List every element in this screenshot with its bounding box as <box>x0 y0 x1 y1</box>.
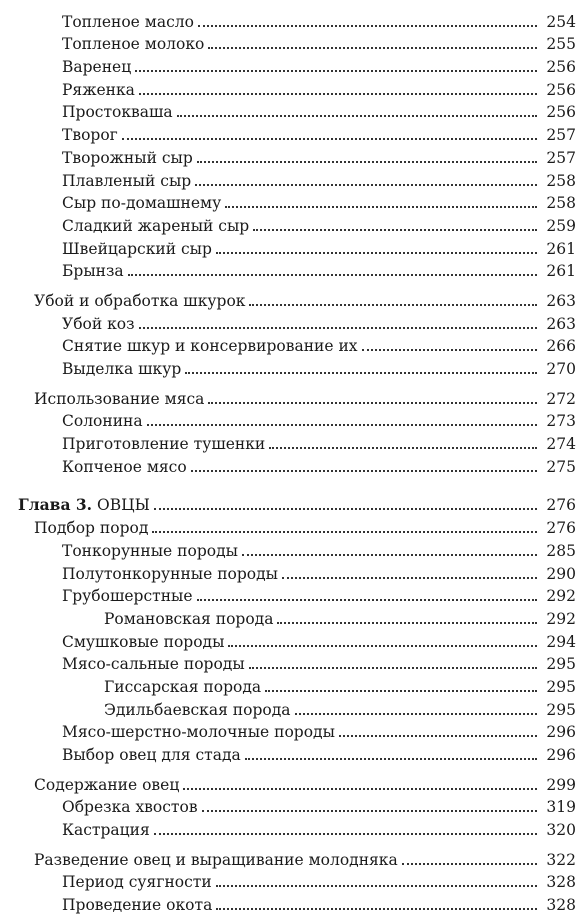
toc-entry-page: 292 <box>546 609 576 628</box>
toc-entry-title: Кастрация <box>62 821 150 840</box>
toc-entry <box>0 408 588 431</box>
toc-entry <box>0 333 588 356</box>
toc-entry <box>0 453 588 476</box>
toc-entry-title: Выбор овец для стада <box>62 746 241 764</box>
toc-entry-title: Творог <box>62 126 118 145</box>
toc-section <box>0 287 588 310</box>
toc-entry <box>0 741 588 764</box>
dot-leader <box>175 102 539 120</box>
toc-entry-page: 295 <box>546 677 576 696</box>
toc-section <box>0 514 588 537</box>
toc-entry <box>0 99 588 122</box>
toc-entry-page: 259 <box>546 216 576 235</box>
dot-leader <box>193 171 539 189</box>
dot-leader <box>360 336 539 354</box>
toc-entry-page: 296 <box>546 723 576 742</box>
toc-entry-title: Смушковые породы <box>62 632 225 651</box>
toc-entry-page: 257 <box>546 148 576 167</box>
toc-entry-page: 272 <box>546 389 576 408</box>
toc-entry-page: 273 <box>546 412 576 431</box>
dot-leader <box>251 216 539 234</box>
toc-entry-page: 320 <box>546 821 576 840</box>
toc-entry-title: Мясо-шерстно-молочные породы <box>62 723 335 742</box>
dot-leader <box>267 434 539 452</box>
toc-entry <box>0 891 588 914</box>
dot-leader <box>223 193 539 211</box>
toc-entry <box>0 121 588 144</box>
toc-subentry <box>0 673 588 696</box>
toc-entry-title: Убой коз <box>62 314 135 333</box>
toc-section-title: Подбор пород <box>34 519 149 538</box>
toc-entry-title: Простокваша <box>62 103 173 122</box>
toc-entry-title: Сыр по-домашнему <box>62 194 222 213</box>
dot-leader <box>214 239 539 257</box>
toc-entry-title: Творожный сыр <box>62 148 193 167</box>
toc-entry <box>0 430 588 453</box>
toc-subentry <box>0 696 588 719</box>
toc-entry-title: Проведение окота <box>62 896 213 914</box>
dot-leader <box>133 57 539 75</box>
dot-leader <box>189 457 539 475</box>
toc-entry-page: 270 <box>546 360 576 378</box>
toc-entry <box>0 560 588 583</box>
toc-entry-page: 263 <box>546 314 576 333</box>
toc-entry <box>0 869 588 892</box>
toc-entry-page: 275 <box>546 457 576 476</box>
toc-entry-page: 261 <box>546 239 576 258</box>
dot-leader <box>181 775 539 793</box>
toc-entry-page: 266 <box>546 337 576 356</box>
dot-leader <box>214 872 539 890</box>
toc-entry-page: 258 <box>546 171 576 190</box>
toc-entry-page: 276 <box>546 496 576 515</box>
chapter-number: Глава 3. <box>18 495 93 515</box>
toc-entry-page: 296 <box>546 746 576 764</box>
toc-subentry <box>0 605 588 628</box>
dot-leader <box>152 820 539 838</box>
dot-leader <box>206 34 539 52</box>
toc-entry-title: Варенец <box>62 58 132 77</box>
toc-entry <box>0 190 588 213</box>
toc-entry-page: 274 <box>546 435 576 454</box>
toc-entry-title: Копченое мясо <box>62 457 187 476</box>
dot-leader <box>150 518 539 536</box>
toc-chapter-title <box>18 496 152 514</box>
dot-leader <box>247 291 539 309</box>
toc-section <box>0 771 588 794</box>
toc-entry-page: 256 <box>546 80 576 99</box>
dot-leader <box>275 609 539 627</box>
dot-leader <box>247 654 539 672</box>
toc-entry-title: Швейцарский сыр <box>62 239 212 258</box>
toc-section <box>0 385 588 408</box>
toc-entry <box>0 583 588 606</box>
dot-leader <box>206 389 539 407</box>
toc-entry <box>0 31 588 54</box>
toc-entry-title: Гиссарская порода <box>104 677 262 696</box>
toc-entry <box>0 651 588 674</box>
toc-entry-title: Полутонкорунные породы <box>62 564 279 583</box>
toc-entry-title: Снятие шкур и консервирование их <box>62 337 358 356</box>
toc-entry-title: Брынза <box>62 262 124 281</box>
toc-entry-title: Сладкий жареный сыр <box>62 216 250 235</box>
toc-entry-title: Плавленый сыр <box>62 171 192 190</box>
dot-leader <box>263 677 539 695</box>
toc-entry-title: Тонкорунные породы <box>62 541 238 560</box>
dot-leader <box>226 632 539 650</box>
dot-leader <box>280 564 539 582</box>
toc-entry-page: 256 <box>546 103 576 122</box>
toc-entry <box>0 816 588 839</box>
dot-leader <box>145 411 539 429</box>
toc-entry-page: 258 <box>546 194 576 213</box>
dot-leader <box>240 541 539 559</box>
toc-entry-page: 295 <box>546 700 576 719</box>
toc-entry <box>0 794 588 817</box>
toc-entry-page: 261 <box>546 262 576 281</box>
toc-chapter <box>0 492 588 515</box>
dot-leader <box>126 261 539 279</box>
dot-leader <box>214 895 539 913</box>
toc-entry-page: 328 <box>546 873 576 892</box>
toc-entry <box>0 537 588 560</box>
toc-entry-page: 328 <box>546 896 576 914</box>
toc-entry-page: 299 <box>546 775 576 794</box>
toc-entry <box>0 53 588 76</box>
toc-entry-title: Выделка шкур <box>62 360 182 378</box>
dot-leader <box>195 148 539 166</box>
toc-section-title: Использование мяса <box>34 389 205 408</box>
toc-entry-page: 255 <box>546 35 576 54</box>
toc-entry <box>0 719 588 742</box>
toc-entry-page: 263 <box>546 291 576 310</box>
toc-entry-title: Ряженка <box>62 80 135 99</box>
toc-entry <box>0 8 588 31</box>
toc-entry <box>0 355 588 378</box>
toc-entry-page: 322 <box>546 850 576 869</box>
toc-entry-title: Приготовление тушенки <box>62 435 266 454</box>
toc-entry-page: 254 <box>546 12 576 31</box>
table-of-contents <box>0 8 588 914</box>
toc-entry-title: Романовская порода <box>104 609 274 628</box>
toc-entry-page: 295 <box>546 655 576 674</box>
dot-leader <box>400 850 539 868</box>
toc-entry-title: Мясо-сальные породы <box>62 655 245 674</box>
toc-entry <box>0 144 588 167</box>
dot-leader <box>200 797 539 815</box>
toc-section-title: Убой и обработка шкурок <box>34 291 246 310</box>
toc-entry-title: Топленое масло <box>62 12 194 31</box>
dot-leader <box>195 586 539 604</box>
toc-entry <box>0 258 588 281</box>
toc-entry-title: Грубошерстные <box>62 587 193 606</box>
dot-leader <box>152 495 539 513</box>
toc-entry-title: Эдильбаевская порода <box>104 700 291 719</box>
toc-entry-page: 292 <box>546 587 576 606</box>
dot-leader <box>120 125 539 143</box>
toc-entry-title: Топленое молоко <box>62 35 205 54</box>
toc-entry <box>0 76 588 99</box>
toc-section-title: Содержание овец <box>34 775 180 794</box>
dot-leader <box>183 359 539 377</box>
toc-entry-page: 294 <box>546 632 576 651</box>
toc-entry-page: 257 <box>546 126 576 145</box>
toc-section <box>0 846 588 869</box>
chapter-name: ОВЦЫ <box>92 496 150 515</box>
dot-leader <box>293 700 539 718</box>
toc-entry <box>0 235 588 258</box>
dot-leader <box>137 314 539 332</box>
toc-entry-title: Период суягности <box>62 873 212 892</box>
dot-leader <box>243 745 539 763</box>
toc-entry-page: 290 <box>546 564 576 583</box>
toc-section-title: Разведение овец и выращивание молодняка <box>34 850 398 869</box>
dot-leader <box>337 722 539 740</box>
toc-entry-page: 285 <box>546 541 576 560</box>
toc-entry <box>0 167 588 190</box>
toc-entry-title: Солонина <box>62 412 143 431</box>
toc-entry-page: 276 <box>546 519 576 538</box>
toc-entry-page: 319 <box>546 798 576 817</box>
toc-entry <box>0 628 588 651</box>
dot-leader <box>196 12 539 30</box>
toc-entry-page: 256 <box>546 58 576 77</box>
toc-entry <box>0 310 588 333</box>
toc-entry <box>0 212 588 235</box>
dot-leader <box>137 80 539 98</box>
toc-entry-title: Обрезка хвостов <box>62 798 198 817</box>
